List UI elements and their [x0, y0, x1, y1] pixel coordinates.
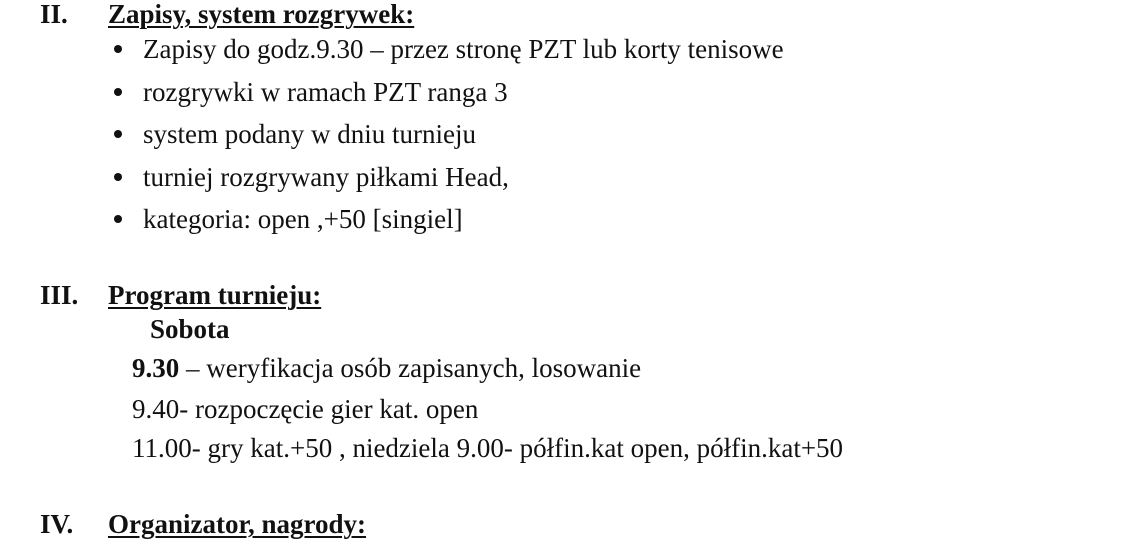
bullet-icon — [114, 45, 122, 53]
section-number-ii: II. — [40, 0, 68, 29]
schedule-item — [132, 352, 641, 384]
schedule-text: – weryfikacja osób zapisanych, losowanie — [179, 353, 642, 383]
schedule-item: 9.40- rozpoczęcie gier kat. open — [132, 394, 479, 424]
section-heading-program: Program turnieju: — [108, 280, 322, 310]
list-item: turniej rozgrywany piłkami Head, — [143, 162, 509, 192]
section-number-iii: III. — [40, 280, 79, 310]
section-heading-registration: Zapisy, system rozgrywek: — [108, 0, 415, 29]
bullet-icon — [114, 215, 122, 223]
bullet-icon — [114, 88, 122, 96]
list-item: Zapisy do godz.9.30 – przez stronę PZT lub korty tenisowe — [143, 34, 784, 64]
day-label: Sobota — [150, 314, 230, 344]
bullet-icon — [114, 130, 122, 138]
list-item: system podany w dniu turnieju — [143, 119, 476, 149]
section-heading-organizer: Organizator, nagrody: — [108, 509, 367, 539]
list-item: kategoria: open ,+50 [singiel] — [143, 204, 463, 234]
schedule-time: 9.30 — [132, 353, 180, 383]
list-item: rozgrywki w ramach PZT ranga 3 — [143, 77, 508, 107]
bullet-icon — [114, 173, 122, 181]
section-number-iv: IV. — [40, 509, 74, 539]
schedule-item: 11.00- gry kat.+50 , niedziela 9.00- półfin.kat open, półfin.kat+50 — [132, 433, 844, 463]
